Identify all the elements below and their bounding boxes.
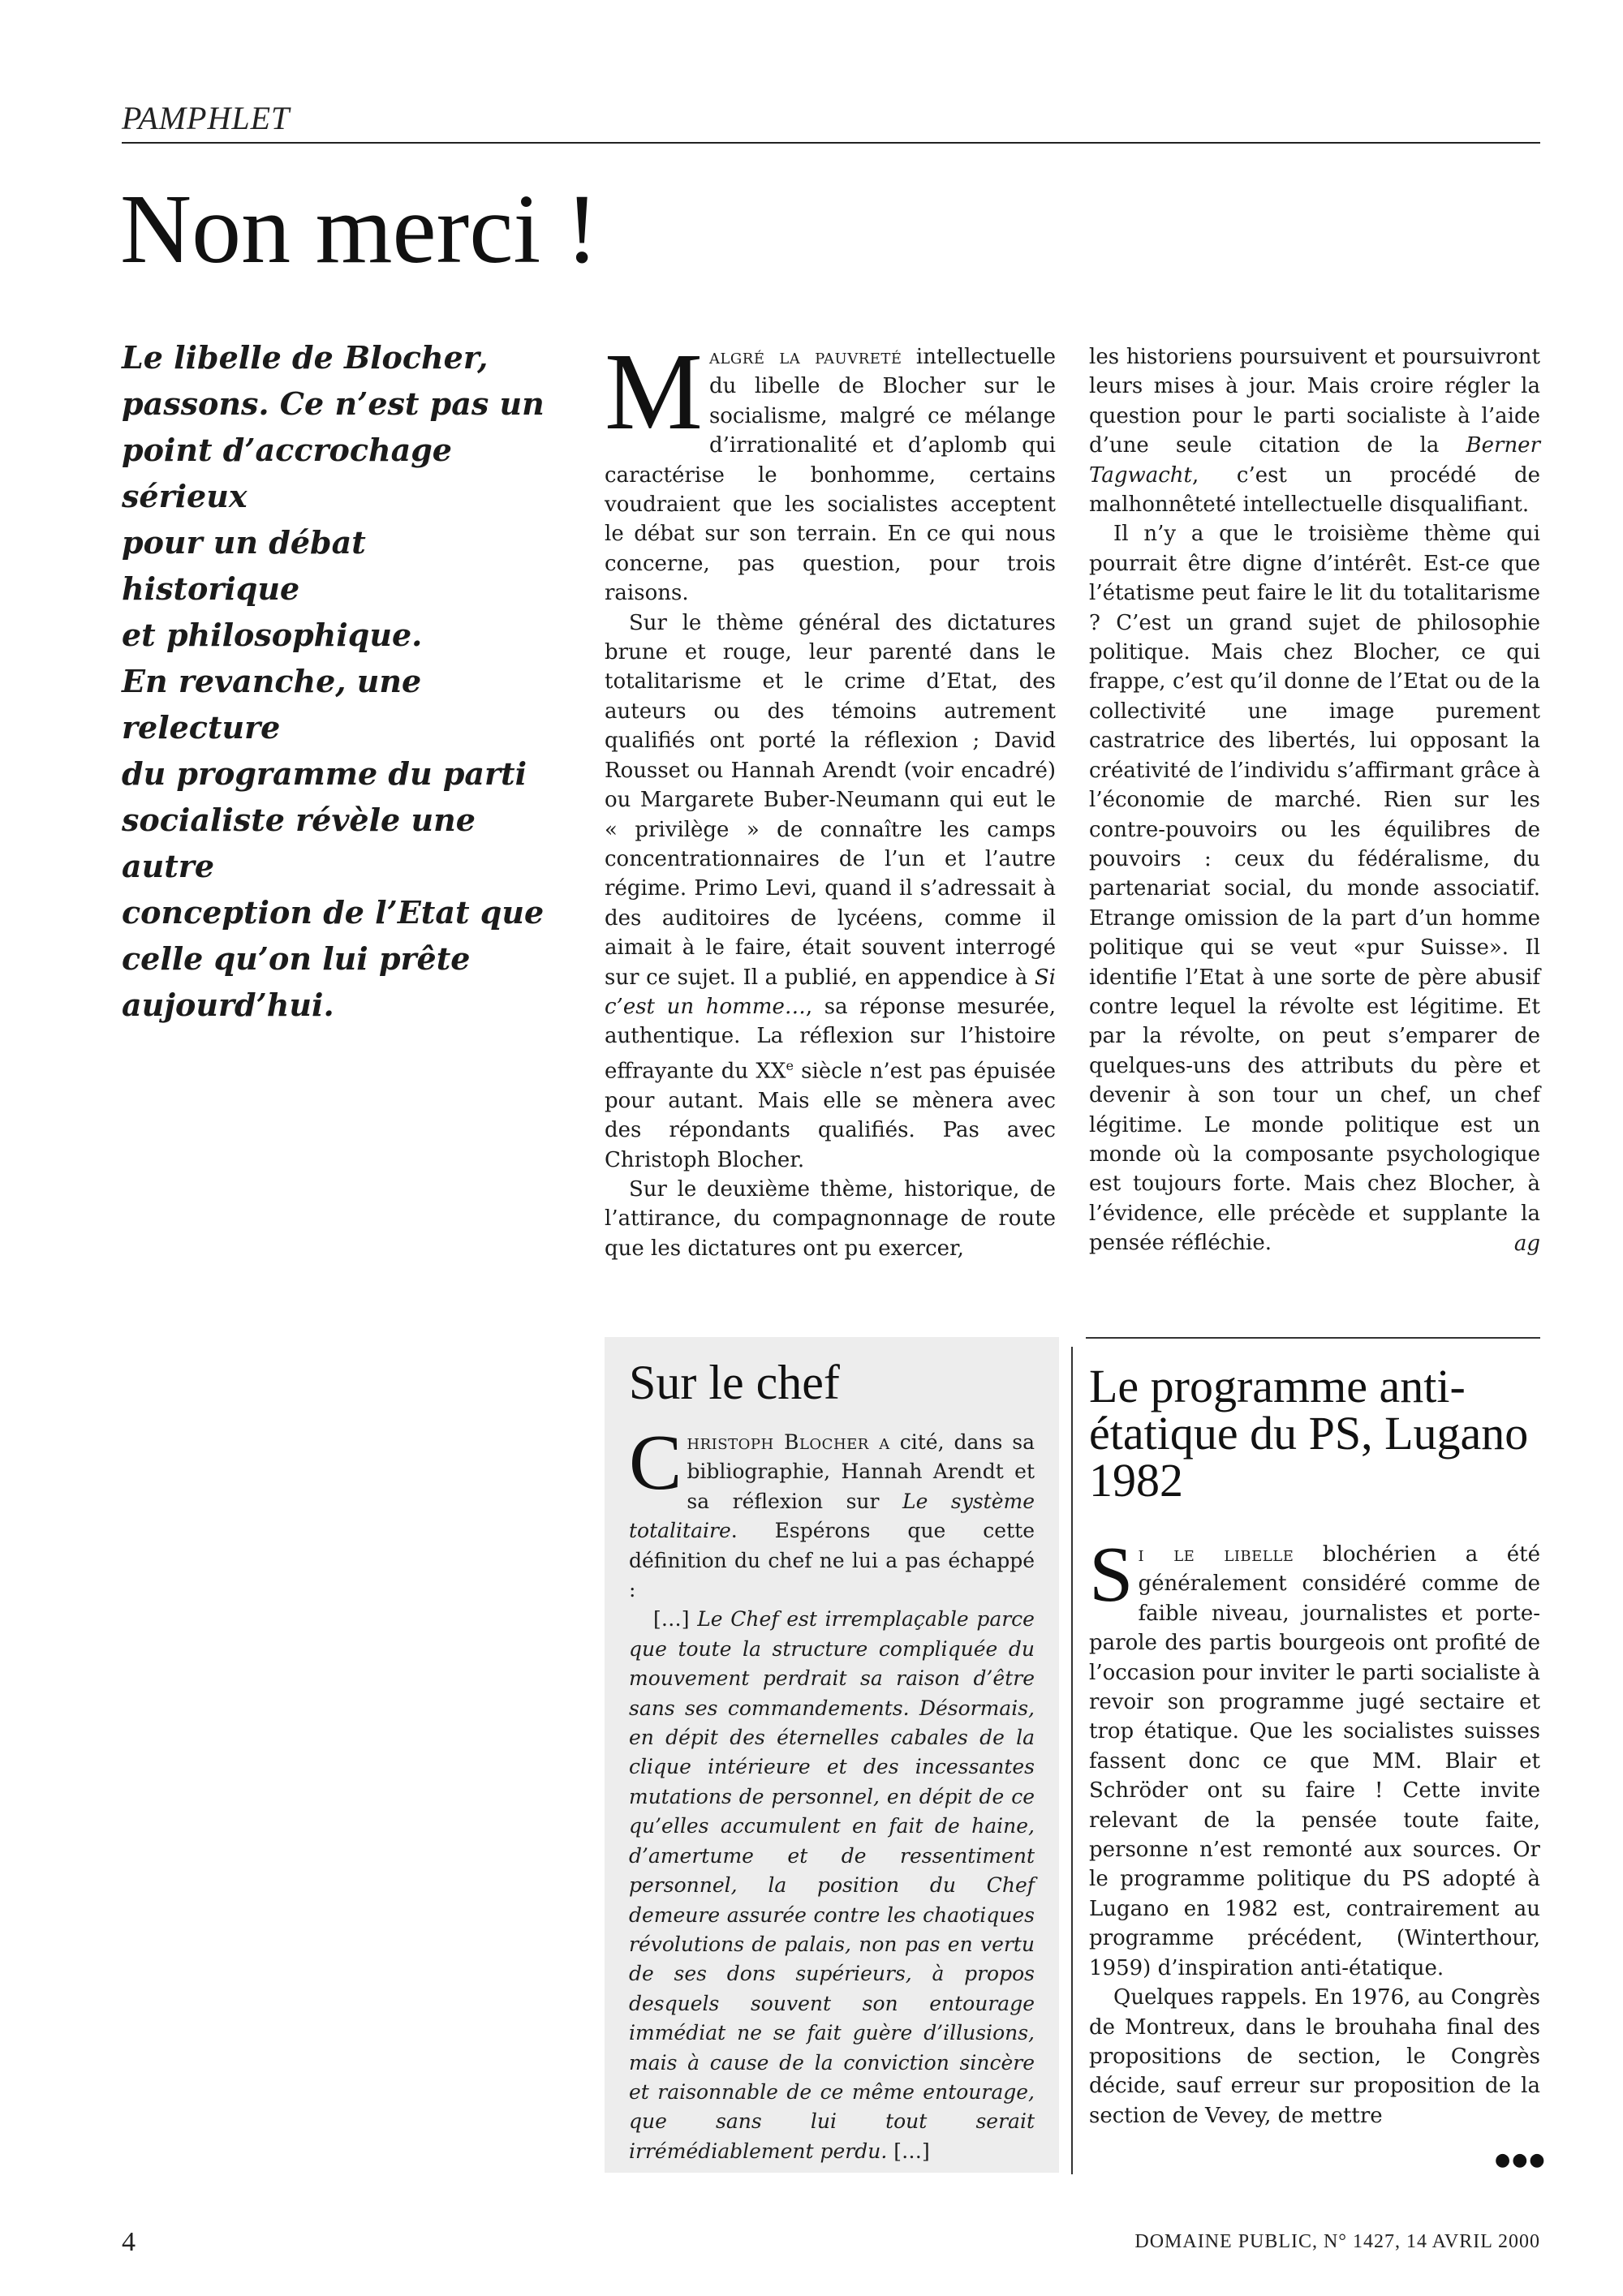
box-intro: Christoph Blocher a cité, dans sa bibliographie, Hannah Arendt et sa réflexion sur Le système totalitaire. Espérons que cette définition du chef ne lui a pas échappé : (629, 1419, 1035, 1602)
box-quotation: […] Le Chef est irremplaçable parce que toute la structure compliquée du mouvement perdrait sa raison d’être sans ses commandements. Désormais, en dépit des éternelles cabales de la clique intérieure et des incessantes mutations de personnel, en dépit de ce qu’elles accumulent en fait de haine, d’amertume et de ressentiment personnel, la position du Chef demeure assurée contre les chaotiques révolutions de palais, non pas en vertu de ses dons supérieurs, à propos desquels souvent son entourage immédiat ne se fait guère d’illusions, mais à cause de la conviction sincère et raisonnable de ce même entourage, que sans lui tout serait irrémédiablement perdu. […] (629, 1607, 1035, 2163)
article-paragraph: les historiens poursuivent et poursuivront leurs mises à jour. Mais croire régler la question pour le parti socialiste à l’aide d’une seule citation de la Berner Tagwacht, c’est un procédé de malhonnêteté intellectuelle disqualifiant. (1089, 345, 1540, 518)
lead-in: algré la pauvreté (708, 345, 902, 369)
article-column-2 (1089, 342, 1540, 1258)
book-title: Si c’est un homme… (605, 965, 1056, 1019)
article-headline: Non merci ! (120, 174, 599, 284)
section-divider (1086, 1337, 1540, 1339)
lead-line: socialiste révèle une autre (122, 802, 476, 884)
drop-cap: C (629, 1419, 682, 1507)
lead-line: passons. Ce n’est pas un (122, 385, 545, 422)
article-column-1 (605, 331, 1057, 1263)
sidebar-box (605, 1337, 1059, 2173)
article-paragraph: Sur le thème général des dictatures brune et rouge, leur parenté dans le totalitarisme et le crime d’Etat, des auteurs ou des témoins autrement qualifiés ont porté la réflexion ; David Rousset ou Hannah Arendt (voir encadré) ou Margarete Buber-Neumann qui eut le « privilège » de connaître les camps concentrationnaires de l’un et l’autre régime. Primo Levi, quand il s’adressait à des auditoires de lycéens, comme il aimait à le faire, était souvent interrogé sur ce sujet. Il a publié, en appendice à Si c’est un homme…, sa réponse mesurée, authentique. La réflexion sur l’histoire effrayante du XXe siècle n’est pas épuisée pour autant. Mais elle se mènera avec des répondants qualifiés. Pas avec Christoph Blocher. (605, 610, 1057, 1172)
continued-marker-icon: ●●● (1495, 2150, 1547, 2170)
drop-cap: S (1089, 1531, 1134, 1619)
publication-footer: DOMAINE PUBLIC, N° 1427, 14 AVRIL 2000 (1134, 2231, 1540, 2252)
box-title: Sur le chef (629, 1356, 840, 1409)
author-signature: ag (1513, 1231, 1540, 1256)
lead-line: celle qu’on lui prête (122, 940, 471, 977)
column-divider (1071, 1347, 1073, 2174)
lead-line: En revanche, une relecture (122, 663, 422, 746)
lead-in: hristoph Blocher a (687, 1430, 890, 1454)
lead-line: point d’accrochage sérieux (122, 432, 452, 514)
lead-in: i le libelle (1138, 1542, 1294, 1567)
book-title: Le système totalitaire (629, 1489, 1035, 1543)
second-article-title: Le programme anti-étatique du PS, Lugano 1982 (1089, 1360, 1529, 1507)
lead-line: aujourd’hui. (122, 987, 334, 1023)
article-paragraph: Malgré la pauvreté intellectuelle du libelle de Blocher sur le socialisme, malgré ce mélange d’irrationalité et d’aplomb qui caractérise le bonhomme, certains voudraient que les socialistes acceptent le débat sur son terrain. En ce qui nous concerne, pas question, pour trois raisons. (605, 331, 1056, 606)
article-paragraph: Quelques rappels. En 1976, au Congrès de Montreux, dans le brouhaha final des propositions de section, le Congrès décide, sauf erreur sur proposition de la section de Vevey, de mettre (1089, 1985, 1540, 2128)
article-paragraph: Si le libelle blochérien a été généralement considéré comme de faible niveau, journalistes et porte-parole des partis bourgeois ont profité de l’occasion pour inviter le parti socialiste à revoir son programme jugé sectaire et trop étatique. Que les socialistes suisses fassent donc ce que MM. Blair et Schröder ont su faire ! Cette invite relevant de la pensée toute faite, personne n’est remonté aux sources. Or le programme politique du PS adopté à Lugano en 1982 est, contrairement au programme précédent, (Winterthour, 1959) d’inspiration anti-étatique. (1089, 1531, 1540, 1980)
drop-cap: M (605, 331, 703, 453)
newspaper-title: Berner Tagwacht (1089, 433, 1540, 488)
page-number: 4 (122, 2227, 136, 2257)
box-body (629, 1419, 1035, 2166)
section-rubric: PAMPHLET (122, 100, 291, 136)
lead-line: pour un débat historique (122, 524, 366, 607)
header-rule (122, 142, 1540, 144)
lead-line: Le libelle de Blocher, (122, 339, 489, 376)
article-paragraph: Il n’y a que le troisième thème qui pourrait être digne d’intérêt. Est-ce que l’étatisme peut faire le lit du totalitarisme ? C’est un grand sujet de philosophie politique. Mais chez Blocher, ce qui frappe, c’est qu’il donne de l’Etat ou de la collectivité une image purement castratrice des libertés, lui opposant la créativité de l’individu s’affirmant grâce à l’économie de marché. Rien sur les contre-pouvoirs ou les équilibres de pouvoirs : ceux du fédéralisme, du partenariat social, du monde associatif. Etrange omission de la part d’un homme politique qui se veut «pur Suisse». Il identifie l’Etat à une sorte de père abusif contre lequel la révolte est légitime. Et par la révolte, on peut s’emparer de quelques-uns des attributs du père et devenir à son tour un chef, un chef légitime. Le monde politique est un monde où la composante psychologique est toujours forte. Mais chez Blocher, à l’évidence, elle précède et supplante la pensée réfléchie. (1089, 522, 1540, 1256)
article-paragraph: Sur le deuxième thème, historique, de l’attirance, du compagnonnage de route que les dictatures ont pu exercer, (605, 1177, 1056, 1261)
lead-line: du programme du parti (122, 755, 527, 792)
lead-line: conception de l’Etat que (122, 894, 545, 931)
lead-line: et philosophique. (122, 617, 423, 653)
article-lead (122, 334, 552, 1028)
second-article-body (1089, 1531, 1540, 2130)
